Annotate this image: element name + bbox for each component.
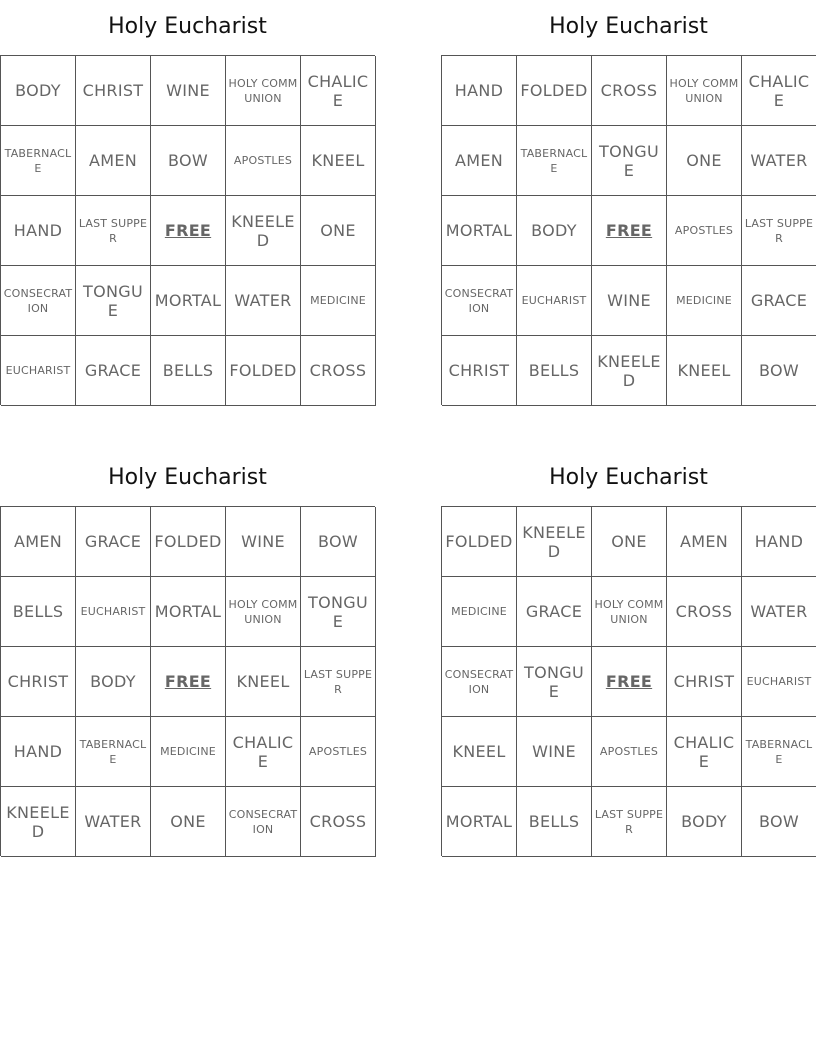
bingo-cell: EUCHARIST	[76, 577, 151, 647]
bingo-cell: AMEN	[1, 507, 76, 577]
bingo-cell: CONSECRATION	[1, 266, 76, 336]
bingo-cell: HAND	[1, 196, 76, 266]
bingo-cell: BOW	[742, 336, 816, 406]
bingo-cell: CHALICE	[301, 56, 376, 126]
bingo-cell: FOLDED	[226, 336, 301, 406]
bingo-cell: ONE	[592, 507, 667, 577]
bingo-cell: KNEELED	[226, 196, 301, 266]
bingo-cell: KNEELED	[592, 336, 667, 406]
bingo-cell: FOLDED	[151, 507, 226, 577]
bingo-cell: BODY	[1, 56, 76, 126]
bingo-cell: CHRIST	[667, 647, 742, 717]
bingo-cell: LAST SUPPER	[301, 647, 376, 717]
bingo-cell: HOLY COMMUNION	[226, 56, 301, 126]
bingo-cell: BODY	[517, 196, 592, 266]
bingo-cell: BOW	[151, 126, 226, 196]
bingo-cell: FOLDED	[517, 56, 592, 126]
card-title: Holy Eucharist	[549, 465, 708, 490]
bingo-cell: MORTAL	[442, 787, 517, 857]
free-space-cell: FREE	[592, 647, 667, 717]
bingo-cell: CHALICE	[742, 56, 816, 126]
bingo-cell: AMEN	[442, 126, 517, 196]
free-space-cell: FREE	[151, 196, 226, 266]
bingo-cell: GRACE	[742, 266, 816, 336]
bingo-cell: CHALICE	[226, 717, 301, 787]
bingo-cell: TABERNACLE	[1, 126, 76, 196]
bingo-cell: APOSTLES	[226, 126, 301, 196]
bingo-cell: CHALICE	[667, 717, 742, 787]
bingo-cell: MORTAL	[442, 196, 517, 266]
bingo-card-1	[0, 0, 375, 405]
bingo-cell: BOW	[742, 787, 816, 857]
bingo-cell: CHRIST	[76, 56, 151, 126]
bingo-cell: BELLS	[517, 336, 592, 406]
bingo-cell: WATER	[742, 126, 816, 196]
bingo-cell: TONGUE	[592, 126, 667, 196]
free-space-cell: FREE	[151, 647, 226, 717]
bingo-cell: CONSECRATION	[442, 647, 517, 717]
bingo-cell: CONSECRATION	[442, 266, 517, 336]
bingo-cell: KNEEL	[226, 647, 301, 717]
card-title: Holy Eucharist	[108, 14, 267, 39]
bingo-cell: LAST SUPPER	[592, 787, 667, 857]
bingo-card-2	[441, 0, 816, 405]
bingo-cell: KNEEL	[442, 717, 517, 787]
bingo-grid	[0, 506, 375, 856]
bingo-cell: HOLY COMMUNION	[226, 577, 301, 647]
bingo-cell: WINE	[592, 266, 667, 336]
bingo-cell: CROSS	[301, 336, 376, 406]
bingo-cell: AMEN	[76, 126, 151, 196]
bingo-cell: GRACE	[76, 507, 151, 577]
bingo-grid	[0, 55, 375, 405]
bingo-cell: MEDICINE	[301, 266, 376, 336]
bingo-cell: TABERNACLE	[76, 717, 151, 787]
bingo-cell: KNEEL	[301, 126, 376, 196]
bingo-cell: ONE	[151, 787, 226, 857]
bingo-cell: CROSS	[667, 577, 742, 647]
bingo-cell: FOLDED	[442, 507, 517, 577]
bingo-cell: HAND	[742, 507, 816, 577]
bingo-cell: TABERNACLE	[742, 717, 816, 787]
bingo-cell: CHRIST	[442, 336, 517, 406]
bingo-cell: APOSTLES	[301, 717, 376, 787]
bingo-cell: WATER	[226, 266, 301, 336]
bingo-cell: LAST SUPPER	[76, 196, 151, 266]
bingo-cell: BODY	[76, 647, 151, 717]
bingo-cell: EUCHARIST	[517, 266, 592, 336]
bingo-cell: WATER	[76, 787, 151, 857]
bingo-cell: AMEN	[667, 507, 742, 577]
bingo-cell: APOSTLES	[592, 717, 667, 787]
bingo-cell: MEDICINE	[667, 266, 742, 336]
bingo-cell: EUCHARIST	[1, 336, 76, 406]
bingo-cell: CONSECRATION	[226, 787, 301, 857]
card-title: Holy Eucharist	[549, 14, 708, 39]
bingo-cell: ONE	[667, 126, 742, 196]
bingo-card-4	[441, 451, 816, 856]
bingo-cell: TONGUE	[517, 647, 592, 717]
bingo-cell: BELLS	[1, 577, 76, 647]
bingo-cell: ONE	[301, 196, 376, 266]
bingo-grid	[441, 506, 816, 856]
bingo-cell: MORTAL	[151, 577, 226, 647]
bingo-cell: HOLY COMMUNION	[592, 577, 667, 647]
bingo-cell: GRACE	[76, 336, 151, 406]
bingo-grid	[441, 55, 816, 405]
bingo-cell: KNEELED	[517, 507, 592, 577]
bingo-cell: CROSS	[301, 787, 376, 857]
bingo-cell: BODY	[667, 787, 742, 857]
bingo-cell: WINE	[517, 717, 592, 787]
bingo-cell: MEDICINE	[151, 717, 226, 787]
bingo-cell: WATER	[742, 577, 816, 647]
bingo-cell: MORTAL	[151, 266, 226, 336]
bingo-cell: HAND	[442, 56, 517, 126]
bingo-cell: KNEELED	[1, 787, 76, 857]
bingo-cell: CHRIST	[1, 647, 76, 717]
bingo-cell: HAND	[1, 717, 76, 787]
free-space-cell: FREE	[592, 196, 667, 266]
bingo-cell: LAST SUPPER	[742, 196, 816, 266]
bingo-cell: EUCHARIST	[742, 647, 816, 717]
bingo-cell: BELLS	[517, 787, 592, 857]
bingo-cell: GRACE	[517, 577, 592, 647]
bingo-cell: TONGUE	[301, 577, 376, 647]
bingo-cell: TABERNACLE	[517, 126, 592, 196]
bingo-cell: HOLY COMMUNION	[667, 56, 742, 126]
bingo-cell: TONGUE	[76, 266, 151, 336]
bingo-cell: CROSS	[592, 56, 667, 126]
bingo-cell: KNEEL	[667, 336, 742, 406]
bingo-cell: APOSTLES	[667, 196, 742, 266]
bingo-cell: MEDICINE	[442, 577, 517, 647]
card-title: Holy Eucharist	[108, 465, 267, 490]
bingo-cell: WINE	[226, 507, 301, 577]
bingo-card-3	[0, 451, 375, 856]
bingo-cell: BELLS	[151, 336, 226, 406]
bingo-cell: WINE	[151, 56, 226, 126]
bingo-cell: BOW	[301, 507, 376, 577]
